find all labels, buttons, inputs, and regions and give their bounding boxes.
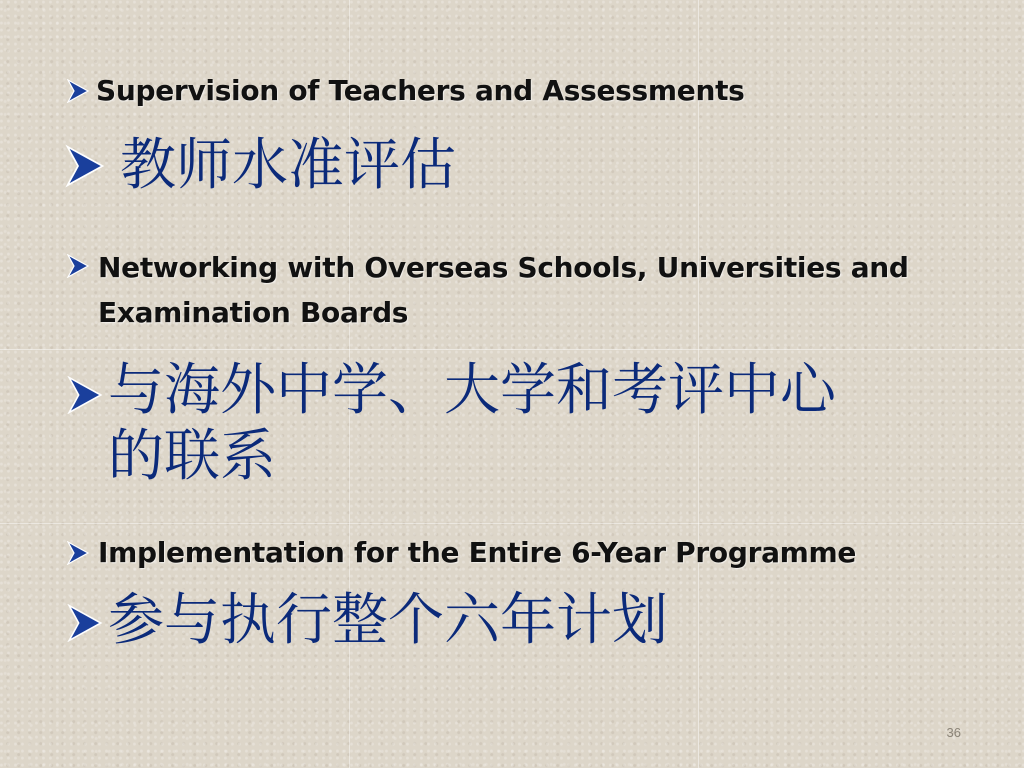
slide-number: 36 (946, 725, 961, 740)
bullet-1-zh (64, 130, 456, 202)
grid-line (0, 349, 1024, 350)
bullet-3-en (66, 534, 856, 572)
bullet-1-en (66, 72, 745, 110)
grid-line (0, 523, 1024, 524)
bullet-1-en-text: Supervision of Teachers and Assessments (96, 74, 745, 107)
arrow-bullet-icon (66, 541, 90, 569)
bullet-2-zh-line2: 的联系 (108, 424, 276, 489)
bullet-2-en-line1: Networking with Overseas Schools, Universities and (98, 251, 909, 284)
arrow-bullet-icon (66, 254, 90, 282)
bullet-2-en (66, 247, 909, 337)
arrow-bullet-icon (66, 604, 104, 646)
arrow-bullet-icon (66, 376, 104, 418)
bullet-3-en-text: Implementation for the Entire 6-Year Programme (98, 536, 857, 569)
bullet-2-zh-line1: 与海外中学、大学和考评中心 (108, 358, 836, 423)
bullet-3-zh-text: 参与执行整个六年计划 (108, 588, 668, 653)
bullet-2-en-line2: Examination Boards (98, 296, 409, 329)
bullet-3-zh (66, 586, 668, 656)
bullet-2-zh (66, 358, 836, 490)
bullet-1-zh-text: 教师水准评估 (120, 133, 456, 198)
arrow-bullet-icon (64, 144, 106, 192)
arrow-bullet-icon (66, 79, 90, 107)
